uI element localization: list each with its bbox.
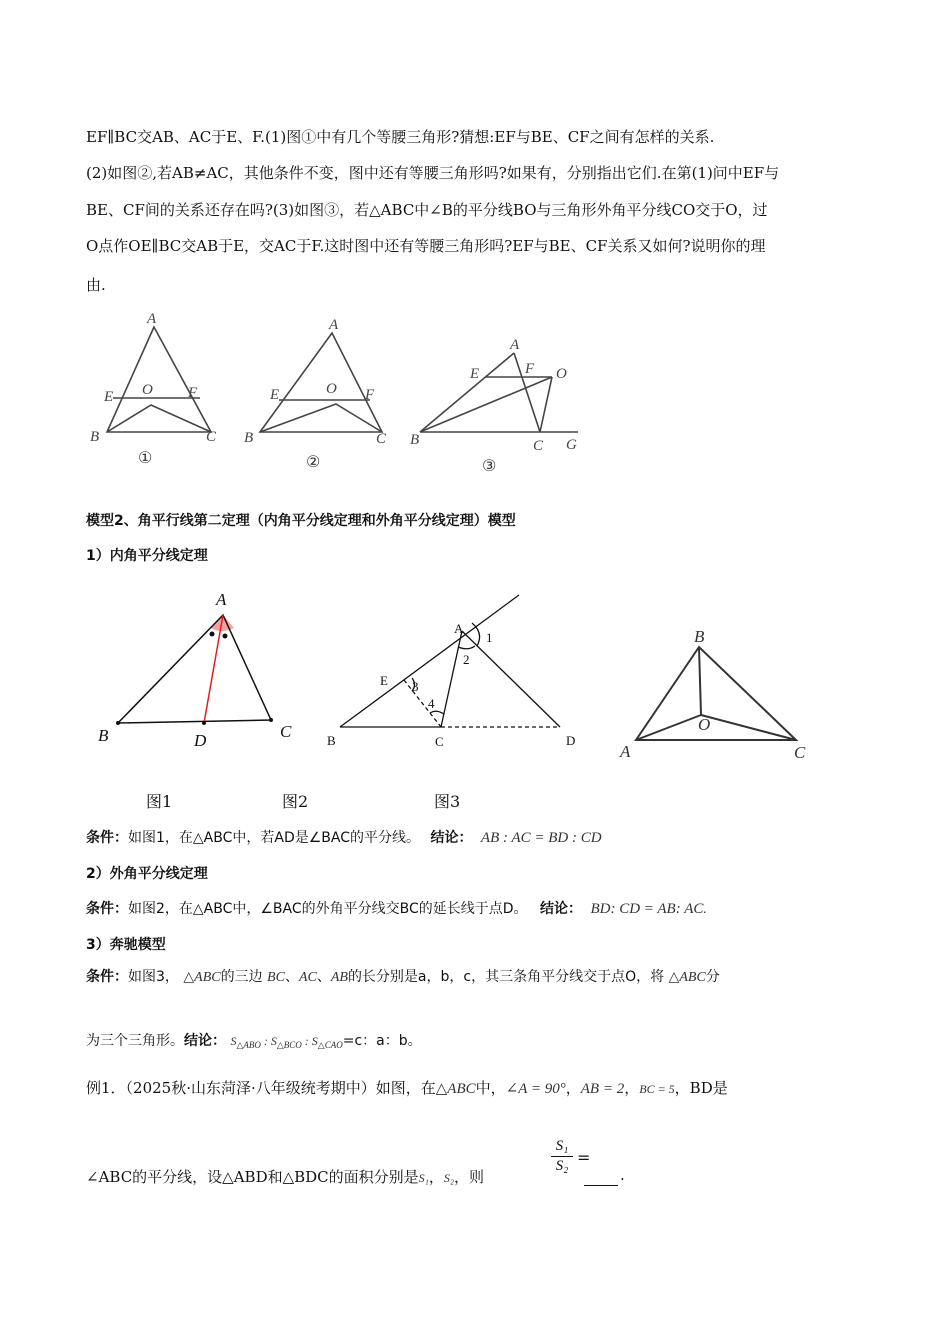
- condition-label: 条件：: [86, 901, 128, 917]
- figure-row-top: [80, 305, 600, 480]
- angle-num-3: 3: [412, 679, 419, 694]
- conclusion-formula: AB : AC = BD : CD: [480, 830, 602, 846]
- triangle-abc: [636, 647, 796, 740]
- arc-angle-4: [430, 711, 444, 714]
- fig1-label-O: O: [142, 382, 153, 398]
- condition-1: [86, 827, 602, 849]
- fig1-triangle: [107, 327, 211, 432]
- fig-label-D: D: [566, 733, 576, 748]
- fig-label-C: C: [435, 734, 444, 749]
- fig2-label-B: B: [244, 430, 254, 446]
- fig3-label-F: F: [525, 361, 535, 377]
- answer-blank[interactable]: [584, 1167, 618, 1186]
- fig-label-C: C: [794, 743, 806, 762]
- angle-num-2: 2: [463, 652, 470, 667]
- s1-symbol: S₁: [418, 1171, 429, 1185]
- model2-figure1: [90, 585, 310, 755]
- fig2-caption: ②: [306, 454, 321, 471]
- fig1-label-A: A: [147, 311, 157, 327]
- example-text: 中，: [475, 1079, 506, 1097]
- fig-label-A: A: [216, 590, 227, 609]
- fig1-label-C: C: [206, 429, 217, 445]
- conclusion-label: 结论：: [430, 830, 473, 846]
- line-e-c-dashed: [404, 680, 441, 727]
- fig1-bo-co: [107, 405, 211, 432]
- model2-sub2: 2）外角平分线定理: [86, 866, 208, 882]
- condition-label: 条件：: [86, 969, 128, 985]
- model2-figure3: [610, 620, 820, 765]
- conclusion-formula: BD: CD = AB: AC: [590, 901, 704, 917]
- condition-text: 分: [705, 969, 720, 985]
- bc-value: BC = 5: [639, 1082, 675, 1096]
- fig1-label-E: E: [104, 389, 114, 405]
- angle-num-4: 4: [428, 696, 435, 711]
- model2-sub1: 1）内角平分线定理: [86, 548, 208, 564]
- fig3-label-O: O: [556, 366, 567, 382]
- problem-line-5: 由.: [86, 276, 106, 294]
- example-text: ，则: [454, 1168, 485, 1186]
- caption-fig3: 图3: [434, 792, 461, 811]
- fig1-caption: ①: [138, 450, 153, 467]
- condition-2: 条件：如图2，在△ABC中，∠BAC的外角平分线交BC的延长线于点D。 结论： BD: CD = AB: AC.: [86, 901, 707, 917]
- fig3-ba: [420, 353, 514, 432]
- caption-fig2: 图2: [282, 792, 309, 811]
- condition-label: 条件：: [86, 830, 128, 846]
- fraction-denominator: S₂: [555, 1158, 569, 1174]
- example-text: ∠ABC的平分线，设△ABD和△BDC的面积分别是: [86, 1168, 419, 1186]
- s2-symbol: S₂: [443, 1171, 455, 1185]
- period: .: [620, 1166, 625, 1184]
- problem-line-1: EF∥BC交AB、AC于E、F.(1)图①中有几个等腰三角形?猜想:EF与BE、CF之间有怎样的关系.: [86, 128, 715, 146]
- ab-value: AB = 2: [580, 1081, 625, 1097]
- angle-num-1: 1: [486, 630, 493, 645]
- model2-heading: 模型2、角平行线第二定理（内角平分线定理和外角平分线定理）模型: [86, 513, 516, 529]
- fig-label-E: E: [380, 673, 388, 688]
- caption-fig1: 图1: [146, 792, 173, 811]
- fig-label-O: O: [698, 715, 711, 734]
- triangle-abc-symbol: △ABC: [435, 1081, 476, 1097]
- angle-mark-1: [210, 632, 215, 637]
- side-ac: AC: [298, 970, 317, 985]
- side-bc: BC: [267, 970, 285, 985]
- point-b: [116, 721, 120, 725]
- fig3-label-E: E: [470, 366, 480, 382]
- triangle-abc-symbol: △ABC: [668, 970, 706, 985]
- example1-line2: ∠ABC的平分线，设△ABD和△BDC的面积分别是S₁，S₂，则: [86, 1168, 485, 1186]
- fig2-triangle: [260, 333, 382, 432]
- condition-text: 如图2，在△ABC中，∠BAC的外角平分线交BC的延长线于点D。: [128, 901, 528, 917]
- fig-label-B: B: [327, 733, 336, 748]
- angle-mark-2: [223, 634, 228, 639]
- fig3-bo: [420, 377, 552, 432]
- fig2-label-C: C: [376, 431, 387, 447]
- fig2-label-E: E: [270, 387, 280, 403]
- point-d: [202, 721, 206, 725]
- condition-text: 如图3，: [128, 969, 179, 985]
- example1-line1: 例1．（2025秋·山东菏泽·八年级统考期中）如图，在△ABC中，∠A = 90°，AB = 2，BC = 5，BD是: [86, 1079, 728, 1097]
- fig1-label-B: B: [90, 429, 100, 445]
- condition-text: 的长分别是a，b，c，其三条角平分线交于点O，将: [347, 969, 665, 985]
- fig-label-C: C: [280, 722, 292, 741]
- model2-sub3: 3）奔驰模型: [86, 937, 166, 953]
- equals-sign: =: [577, 1148, 591, 1167]
- fraction-s1-s2: [551, 1138, 573, 1175]
- fig2-label-F: F: [365, 387, 375, 403]
- problem-line-2: (2)如图②,若AB≠AC，其他条件不变，图中还有等腰三角形吗?如果有，分别指出它们.在第(1)问中EF与: [86, 164, 780, 182]
- fig1-label-F: F: [188, 385, 198, 401]
- example-source: （2025秋·山东菏泽·八年级统考期中）如图，在: [125, 1079, 436, 1097]
- problem-line-4: O点作OE∥BC交AB于E，交AC于F.这时图中还有等腰三角形吗?EF与BE、CF关系又如何?说明你的理: [86, 237, 766, 255]
- fraction-numerator: S₁: [555, 1138, 569, 1154]
- fig3-co: [540, 377, 552, 432]
- side-ab: AB: [330, 970, 348, 985]
- condition-text: 为三个三角形。: [86, 1033, 184, 1049]
- fig3-caption: ③: [482, 458, 497, 475]
- fig3-label-C: C: [533, 438, 544, 454]
- fig3-label-B: B: [410, 432, 420, 448]
- fig3-label-A: A: [510, 337, 520, 353]
- fig3-label-G: G: [566, 437, 577, 453]
- triangle-abc: [118, 615, 271, 723]
- condition-3: 条件：如图3， △ABC的三边 BC、AC、AB的长分别是a，b，c，其三条角平分线交于点O，将 △ABC分: [86, 969, 720, 985]
- fig-label-B: B: [98, 726, 109, 745]
- example-text: ，BD是: [674, 1079, 728, 1097]
- fig-label-A: A: [620, 742, 631, 761]
- conclusion-label: 结论：: [540, 901, 583, 917]
- triangle-abc-symbol: △ABC: [183, 970, 221, 985]
- condition-3-line2: [86, 1030, 422, 1056]
- fig-label-B: B: [694, 627, 705, 646]
- point-c: [269, 718, 273, 722]
- fig2-bo-co: [260, 404, 382, 432]
- problem-line-3: BE、CF间的关系还存在吗?(3)如图③，若△ABC中∠B的平分线BO与三角形外角平分线CO交于O，过: [86, 201, 768, 219]
- model2-figure2: [320, 585, 590, 755]
- conclusion-label: 结论：: [184, 1033, 226, 1049]
- condition-text: 的三边: [220, 969, 263, 985]
- fig-label-A: A: [454, 621, 464, 636]
- example-label: 例1．: [86, 1079, 126, 1097]
- fig2-label-O: O: [326, 381, 337, 397]
- fig2-label-A: A: [329, 317, 339, 333]
- angle-a-value: ∠A = 90°: [505, 1081, 566, 1097]
- condition-text: 如图1，在△ABC中，若AD是∠BAC的平分线。: [128, 830, 421, 846]
- arc-angle-2: [458, 646, 475, 649]
- conclusion-tail: =c：a：b。: [342, 1033, 422, 1049]
- area-ratio: $S_{\triangle ABO}$ : $S_{\triangle BCO}$ : $S_{\triangle CAO}$: [230, 1034, 343, 1050]
- fig-label-D: D: [194, 731, 207, 750]
